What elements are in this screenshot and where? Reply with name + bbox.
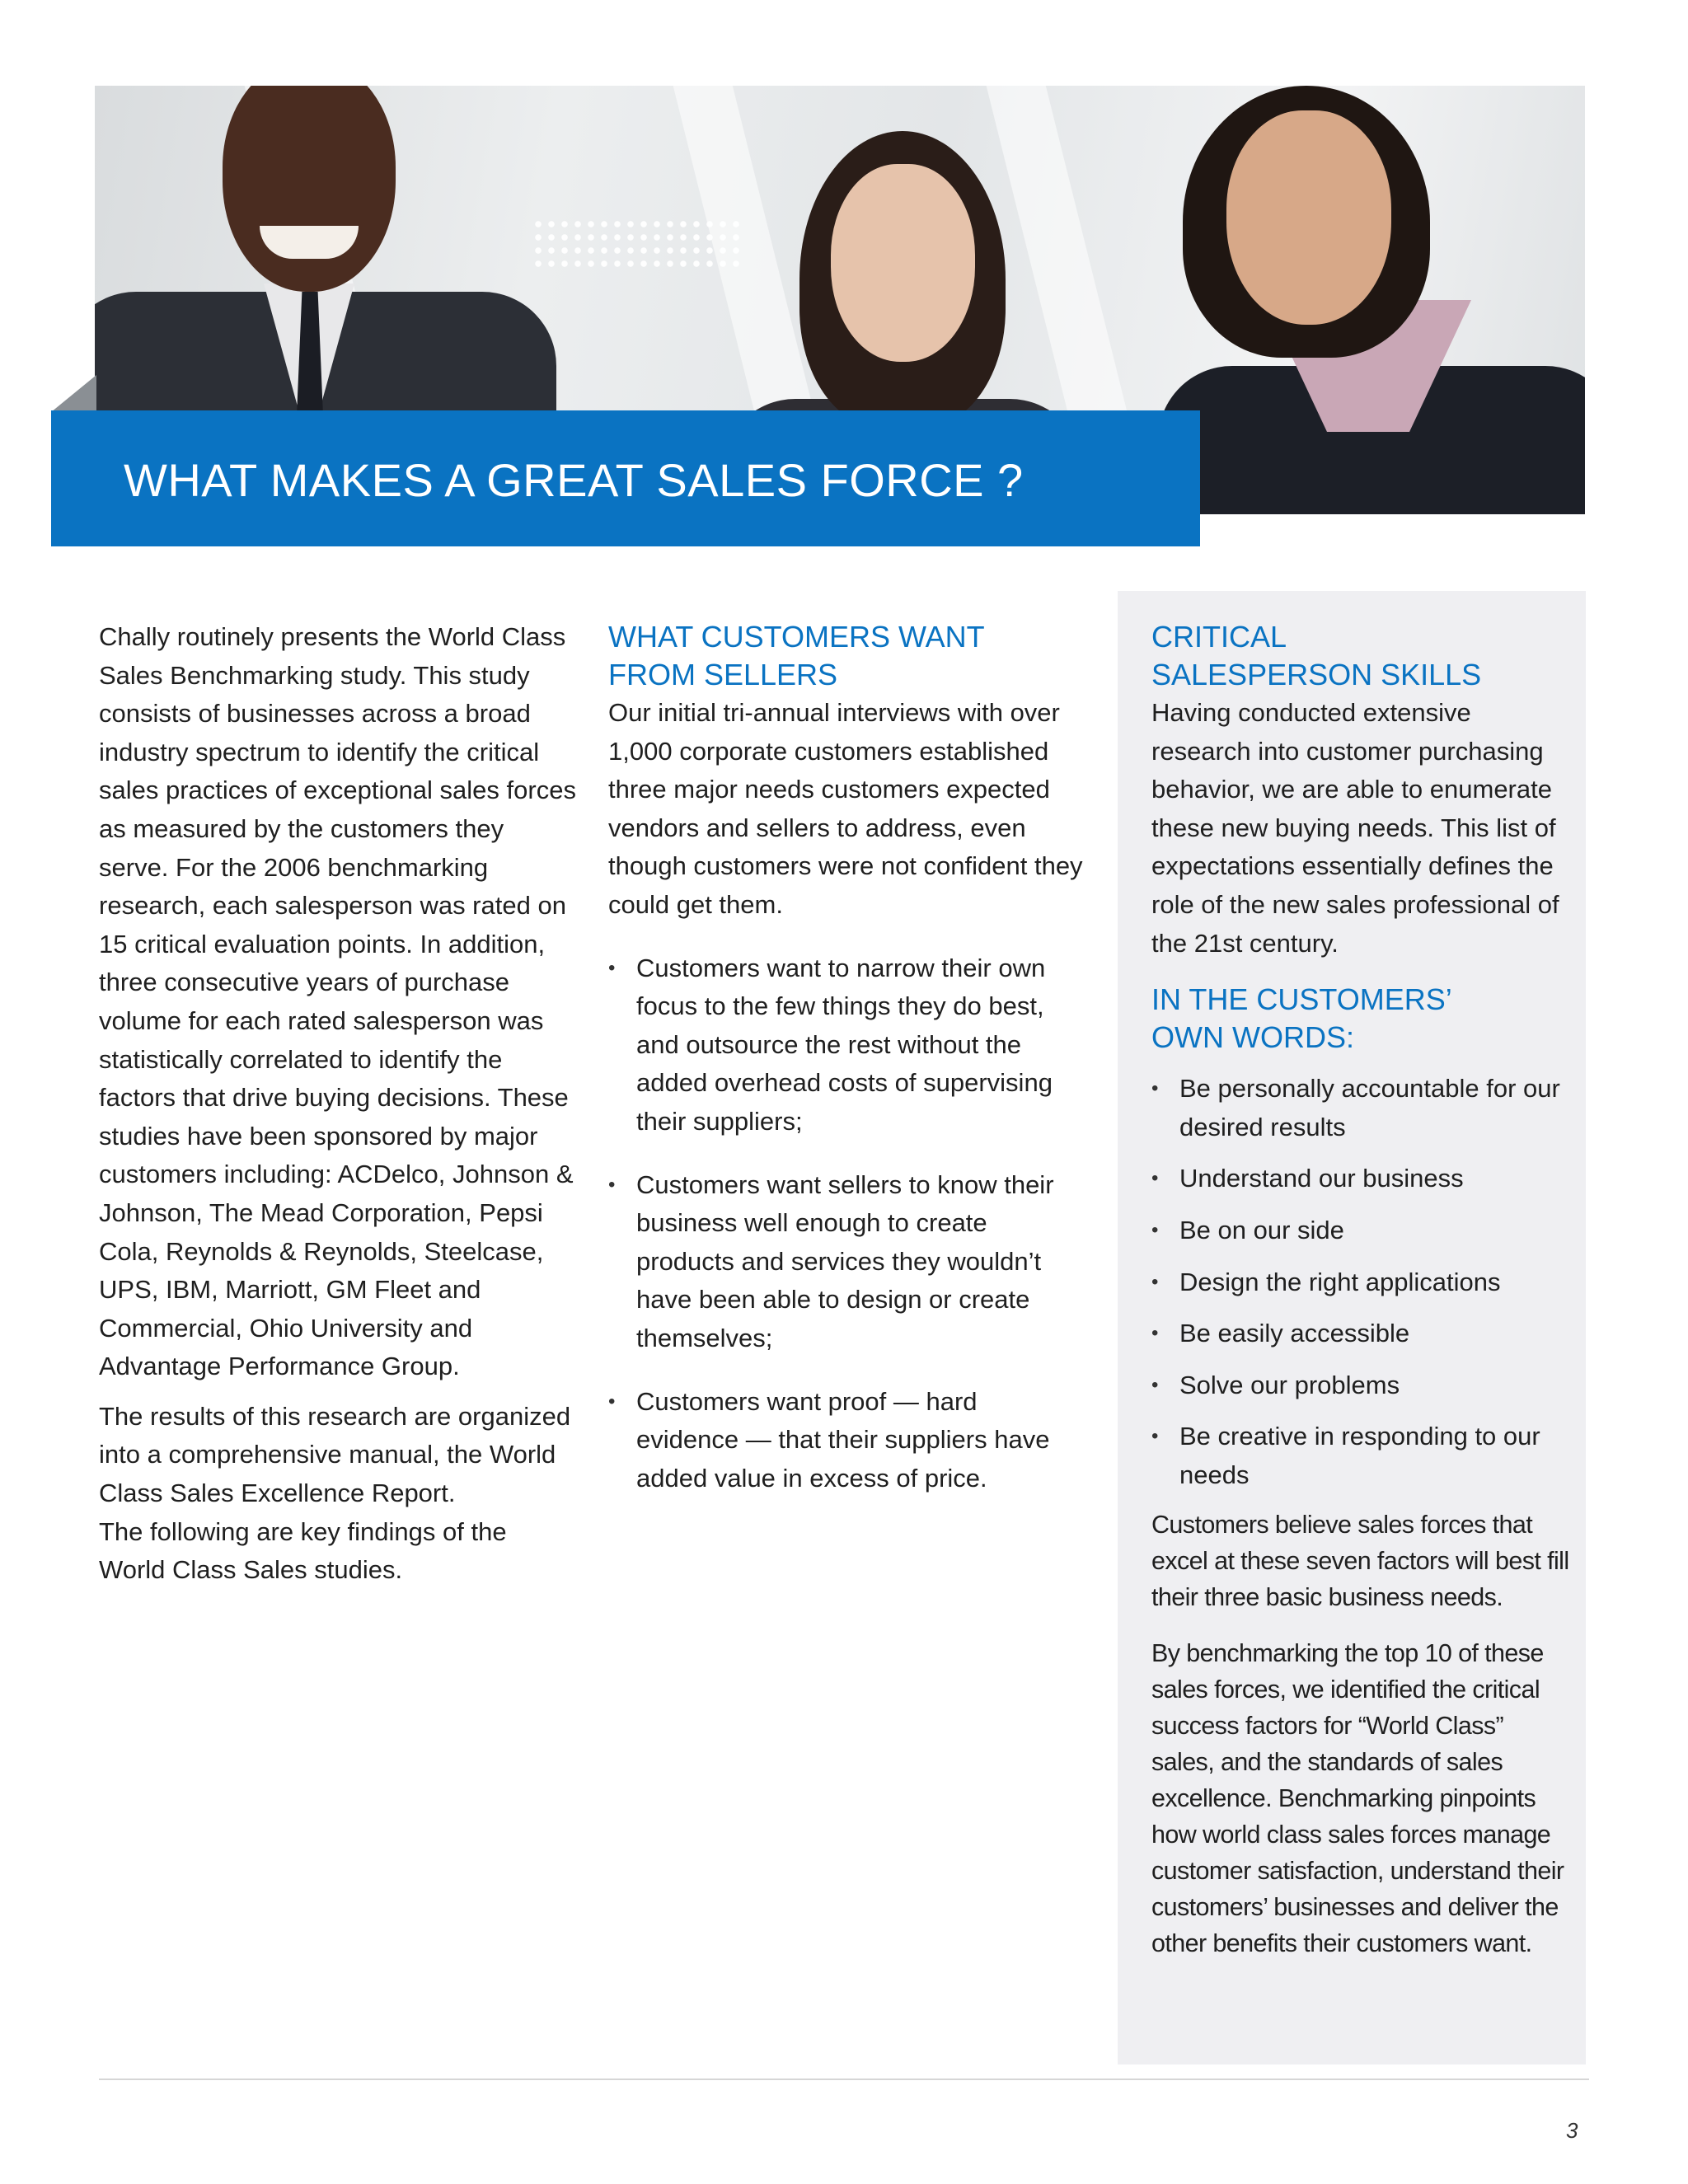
page-number: 3 [1566, 2118, 1578, 2143]
list-item: • Customers want proof — hard evidence — that their suppliers have added value in excess of price. [608, 1383, 1086, 1498]
list-item: • Be easily accessible [1151, 1315, 1572, 1353]
dot-pattern [532, 218, 746, 267]
findings-paragraph: The following are key findings of the World Class Sales studies. [99, 1516, 507, 1585]
list-item: • Solve our problems [1151, 1366, 1572, 1405]
results-paragraph: The results of this research are organized into a comprehensive manual, the World Class Sales Excellence Report. [99, 1401, 571, 1508]
middle-intro: Our initial tri-annual interviews with over 1,000 corporate customers established three major needs customers expected vendors and sellers to address, even though customers were not confident they could get them. [608, 698, 1083, 919]
list-item: • Be personally accountable for our desired results [1151, 1070, 1572, 1146]
page-title: WHAT MAKES A GREAT SALES FORCE ? [124, 454, 1024, 506]
list-item: • Be creative in responding to our needs [1151, 1418, 1572, 1494]
summary-paragraph: Customers believe sales forces that excel at these seven factors will best fill their three basic business needs. [1151, 1510, 1569, 1611]
skills-intro: Having conducted extensive research into customer purchasing behavior, we are able to enumerate these new buying needs. This list of expectations essentially defines the role of the new sales professional of the 21st century. [1151, 698, 1559, 958]
section-heading-own-words: IN THE CUSTOMERS’ OWN WORDS: [1151, 982, 1451, 1055]
closing-paragraph: By benchmarking the top 10 of these sales forces, we identified the critical success factors for “World Class” sales, and the standards of sales excellence. Benchmarking pinpoints how world class sales forces manage customer satisfaction, understand their customers’ businesses and deliver the other benefits their customers want. [1151, 1638, 1564, 1957]
own-words-list [1151, 1070, 1572, 1494]
banner-fold [51, 375, 96, 412]
right-column [1151, 618, 1572, 1961]
intro-paragraph: Chally routinely presents the World Class Sales Benchmarking study. This study consists of businesses across a broad industry spectrum to identify the critical sales practices of exceptional sales forces as measured by the customers they serve. For the 2006 benchmarking research, each salesperson was rated on 15 critical evaluation points. In addition, three consecutive years of purchase volume for each rated salesperson was statistically correlated to identify the factors that drive buying decisions. These studies have been sponsored by major customers including: ACDelco, Johnson & Johnson, The Mead Corporation, Pepsi Cola, Reynolds & Reynolds, Steelcase, UPS, IBM, Marriott, GM Fleet and Commercial, Ohio University and Advantage Performance Group. [99, 622, 576, 1381]
left-column [99, 618, 577, 1590]
customers-want-list [608, 949, 1086, 1498]
section-heading-customers-want: WHAT CUSTOMERS WANT FROM SELLERS [608, 620, 985, 691]
list-item: • Customers want sellers to know their business well enough to create products and services they wouldn’t have been able to design or create themselves; [608, 1166, 1086, 1358]
list-item: • Be on our side [1151, 1212, 1572, 1250]
title-banner [51, 410, 1200, 546]
list-item: • Design the right applications [1151, 1263, 1572, 1302]
list-item: • Customers want to narrow their own focus to the few things they do best, and outsource the rest without the added overhead costs of supervising their suppliers; [608, 949, 1086, 1141]
middle-column [608, 618, 1086, 1497]
section-heading-skills: CRITICAL SALESPERSON SKILLS [1151, 620, 1482, 691]
list-item: • Understand our business [1151, 1160, 1572, 1198]
footer-rule [99, 2079, 1589, 2080]
